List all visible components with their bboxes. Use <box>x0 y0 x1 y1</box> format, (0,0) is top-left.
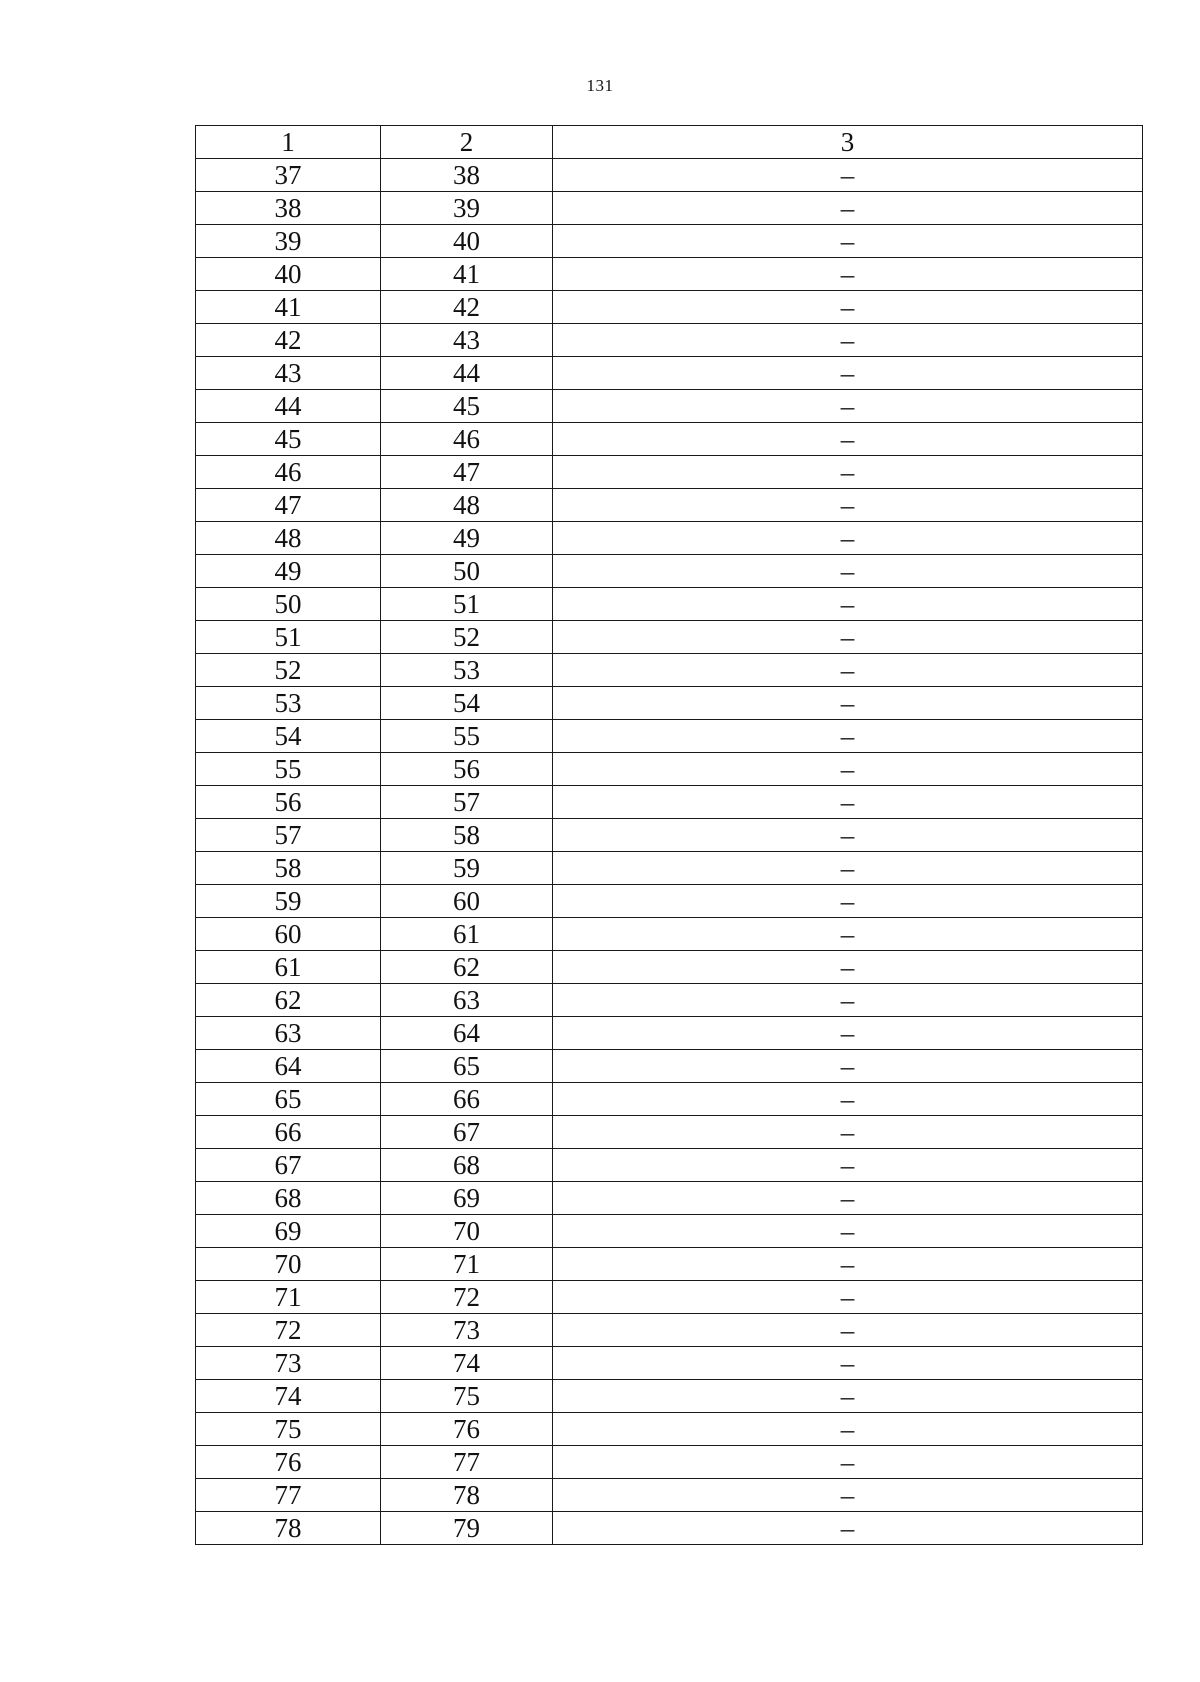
column-header-1: 1 <box>196 126 381 159</box>
table-row <box>196 489 1143 522</box>
table-cell-col-1: 43 <box>196 357 381 390</box>
table-cell-col-1: 72 <box>196 1314 381 1347</box>
table-cell-col-2: 48 <box>381 489 553 522</box>
table-cell-col-3: – <box>553 555 1143 588</box>
table-cell-col-2: 68 <box>381 1149 553 1182</box>
table-cell-col-1: 46 <box>196 456 381 489</box>
table-cell-col-2: 49 <box>381 522 553 555</box>
table-body <box>196 159 1143 1545</box>
table-cell-col-3: – <box>553 1050 1143 1083</box>
table-cell-col-1: 62 <box>196 984 381 1017</box>
table-cell-col-1: 60 <box>196 918 381 951</box>
table-cell-col-2: 38 <box>381 159 553 192</box>
table-cell-col-1: 41 <box>196 291 381 324</box>
table-cell-col-1: 75 <box>196 1413 381 1446</box>
table-row <box>196 1446 1143 1479</box>
table-cell-col-1: 76 <box>196 1446 381 1479</box>
table-cell-col-3: – <box>553 1446 1143 1479</box>
table-cell-col-2: 63 <box>381 984 553 1017</box>
table-row <box>196 1479 1143 1512</box>
table-row <box>196 522 1143 555</box>
table-row <box>196 1083 1143 1116</box>
table-row <box>196 1413 1143 1446</box>
table-cell-col-2: 42 <box>381 291 553 324</box>
table-row <box>196 456 1143 489</box>
table-cell-col-2: 40 <box>381 225 553 258</box>
table-cell-col-2: 73 <box>381 1314 553 1347</box>
table-row <box>196 1512 1143 1545</box>
table-cell-col-3: – <box>553 588 1143 621</box>
table-cell-col-3: – <box>553 951 1143 984</box>
table-cell-col-2: 41 <box>381 258 553 291</box>
table-cell-col-2: 59 <box>381 852 553 885</box>
table-cell-col-1: 53 <box>196 687 381 720</box>
table-cell-col-1: 74 <box>196 1380 381 1413</box>
table-cell-col-3: – <box>553 687 1143 720</box>
column-header-3: 3 <box>553 126 1143 159</box>
table-cell-col-1: 44 <box>196 390 381 423</box>
table-cell-col-3: – <box>553 1479 1143 1512</box>
table-cell-col-3: – <box>553 984 1143 1017</box>
table-row <box>196 687 1143 720</box>
table-cell-col-3: – <box>553 918 1143 951</box>
table-cell-col-1: 37 <box>196 159 381 192</box>
table-row <box>196 1050 1143 1083</box>
table-cell-col-2: 46 <box>381 423 553 456</box>
table-cell-col-3: – <box>553 357 1143 390</box>
table-row <box>196 885 1143 918</box>
table-cell-col-3: – <box>553 258 1143 291</box>
table-cell-col-1: 61 <box>196 951 381 984</box>
table-cell-col-3: – <box>553 423 1143 456</box>
table-row <box>196 720 1143 753</box>
table-cell-col-3: – <box>553 654 1143 687</box>
table-cell-col-3: – <box>553 621 1143 654</box>
table-cell-col-2: 60 <box>381 885 553 918</box>
table-row <box>196 1215 1143 1248</box>
table-cell-col-1: 38 <box>196 192 381 225</box>
table-cell-col-2: 39 <box>381 192 553 225</box>
table-cell-col-1: 54 <box>196 720 381 753</box>
table-cell-col-1: 48 <box>196 522 381 555</box>
table-cell-col-3: – <box>553 522 1143 555</box>
table-cell-col-1: 45 <box>196 423 381 456</box>
table-cell-col-3: – <box>553 720 1143 753</box>
table-cell-col-3: – <box>553 390 1143 423</box>
table-cell-col-2: 67 <box>381 1116 553 1149</box>
table-cell-col-3: – <box>553 1347 1143 1380</box>
table-cell-col-1: 47 <box>196 489 381 522</box>
table-cell-col-3: – <box>553 852 1143 885</box>
table-cell-col-2: 65 <box>381 1050 553 1083</box>
table-row <box>196 1017 1143 1050</box>
table-row <box>196 291 1143 324</box>
table-row <box>196 819 1143 852</box>
data-table <box>195 125 1143 1545</box>
table-header <box>196 126 1143 159</box>
table-cell-col-1: 59 <box>196 885 381 918</box>
table-cell-col-2: 50 <box>381 555 553 588</box>
table-cell-col-2: 72 <box>381 1281 553 1314</box>
table-row <box>196 753 1143 786</box>
table-row <box>196 588 1143 621</box>
table-cell-col-3: – <box>553 1017 1143 1050</box>
header-row <box>196 126 1143 159</box>
table-row <box>196 918 1143 951</box>
table-cell-col-1: 51 <box>196 621 381 654</box>
table-cell-col-1: 78 <box>196 1512 381 1545</box>
table-row <box>196 258 1143 291</box>
page-number: 131 <box>586 76 614 95</box>
column-header-2: 2 <box>381 126 553 159</box>
table-row <box>196 192 1143 225</box>
table-cell-col-2: 71 <box>381 1248 553 1281</box>
table-row <box>196 852 1143 885</box>
table-row <box>196 1281 1143 1314</box>
table-row <box>196 984 1143 1017</box>
table-cell-col-3: – <box>553 885 1143 918</box>
table-cell-col-3: – <box>553 324 1143 357</box>
table-cell-col-3: – <box>553 489 1143 522</box>
table-cell-col-3: – <box>553 1413 1143 1446</box>
table-cell-col-1: 50 <box>196 588 381 621</box>
table-cell-col-1: 58 <box>196 852 381 885</box>
table-row <box>196 1182 1143 1215</box>
table-cell-col-3: – <box>553 1380 1143 1413</box>
table-cell-col-3: – <box>553 1083 1143 1116</box>
table-cell-col-3: – <box>553 1149 1143 1182</box>
table-cell-col-1: 40 <box>196 258 381 291</box>
table-cell-col-1: 70 <box>196 1248 381 1281</box>
table-row <box>196 654 1143 687</box>
table-cell-col-2: 61 <box>381 918 553 951</box>
table-row <box>196 423 1143 456</box>
table-cell-col-3: – <box>553 753 1143 786</box>
table-cell-col-1: 56 <box>196 786 381 819</box>
table-cell-col-3: – <box>553 1248 1143 1281</box>
table-cell-col-3: – <box>553 1512 1143 1545</box>
table-cell-col-3: – <box>553 456 1143 489</box>
table-row <box>196 1380 1143 1413</box>
table-row <box>196 159 1143 192</box>
table-cell-col-1: 64 <box>196 1050 381 1083</box>
table-cell-col-2: 66 <box>381 1083 553 1116</box>
table-cell-col-2: 51 <box>381 588 553 621</box>
table-cell-col-2: 44 <box>381 357 553 390</box>
table-cell-col-1: 42 <box>196 324 381 357</box>
table-cell-col-3: – <box>553 1215 1143 1248</box>
table-row <box>196 357 1143 390</box>
table-cell-col-3: – <box>553 1116 1143 1149</box>
table-cell-col-2: 64 <box>381 1017 553 1050</box>
table-cell-col-2: 45 <box>381 390 553 423</box>
table-cell-col-3: – <box>553 1182 1143 1215</box>
table-cell-col-2: 79 <box>381 1512 553 1545</box>
table-cell-col-1: 52 <box>196 654 381 687</box>
table-cell-col-2: 78 <box>381 1479 553 1512</box>
table-cell-col-2: 75 <box>381 1380 553 1413</box>
table-cell-col-1: 77 <box>196 1479 381 1512</box>
table-cell-col-2: 53 <box>381 654 553 687</box>
table-cell-col-1: 63 <box>196 1017 381 1050</box>
table-cell-col-2: 69 <box>381 1182 553 1215</box>
table-cell-col-1: 68 <box>196 1182 381 1215</box>
table-cell-col-2: 54 <box>381 687 553 720</box>
table-cell-col-3: – <box>553 819 1143 852</box>
table-row <box>196 951 1143 984</box>
table-row <box>196 324 1143 357</box>
table-cell-col-2: 70 <box>381 1215 553 1248</box>
table-row <box>196 1314 1143 1347</box>
table-row <box>196 1248 1143 1281</box>
table-cell-col-2: 58 <box>381 819 553 852</box>
table-cell-col-1: 71 <box>196 1281 381 1314</box>
table-cell-col-3: – <box>553 192 1143 225</box>
table-cell-col-3: – <box>553 159 1143 192</box>
table-cell-col-1: 67 <box>196 1149 381 1182</box>
table-cell-col-2: 52 <box>381 621 553 654</box>
table-cell-col-2: 57 <box>381 786 553 819</box>
table-cell-col-1: 73 <box>196 1347 381 1380</box>
table-row <box>196 621 1143 654</box>
table-row <box>196 1347 1143 1380</box>
table-row <box>196 786 1143 819</box>
table-cell-col-2: 76 <box>381 1413 553 1446</box>
table-cell-col-2: 74 <box>381 1347 553 1380</box>
table-row <box>196 555 1143 588</box>
table-cell-col-3: – <box>553 1281 1143 1314</box>
table-row <box>196 1149 1143 1182</box>
table-cell-col-1: 66 <box>196 1116 381 1149</box>
table-cell-col-1: 57 <box>196 819 381 852</box>
table-row <box>196 1116 1143 1149</box>
table-cell-col-3: – <box>553 786 1143 819</box>
table-cell-col-1: 55 <box>196 753 381 786</box>
table-cell-col-2: 77 <box>381 1446 553 1479</box>
table-cell-col-2: 47 <box>381 456 553 489</box>
table-row <box>196 390 1143 423</box>
table-cell-col-2: 43 <box>381 324 553 357</box>
table-cell-col-2: 56 <box>381 753 553 786</box>
table-cell-col-2: 55 <box>381 720 553 753</box>
table-cell-col-3: – <box>553 225 1143 258</box>
table-cell-col-1: 49 <box>196 555 381 588</box>
table-cell-col-1: 39 <box>196 225 381 258</box>
table-cell-col-3: – <box>553 291 1143 324</box>
table-row <box>196 225 1143 258</box>
table-cell-col-1: 65 <box>196 1083 381 1116</box>
table-cell-col-1: 69 <box>196 1215 381 1248</box>
table-cell-col-3: – <box>553 1314 1143 1347</box>
table-cell-col-2: 62 <box>381 951 553 984</box>
